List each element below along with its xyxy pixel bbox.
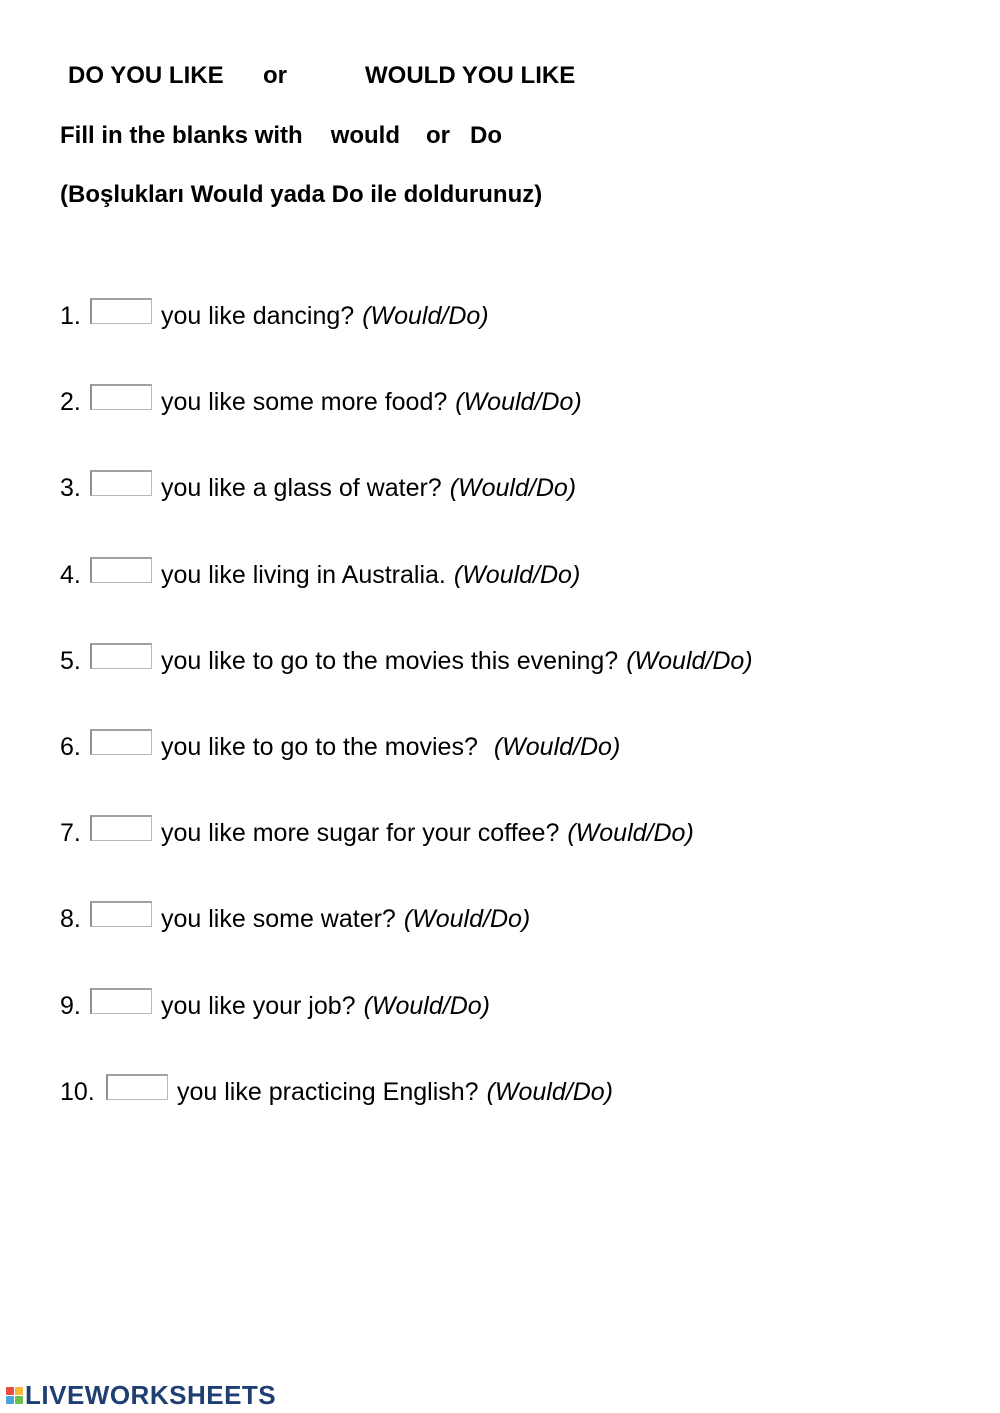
question-hint: (Would/Do)	[567, 819, 694, 847]
question-number: 9.	[60, 992, 81, 1020]
logo-text: LIVEWORKSHEETS	[25, 1379, 277, 1410]
title-do-you-like: DO YOU LIKE	[68, 62, 224, 89]
question-text-line	[161, 474, 576, 503]
question-number: 3.	[60, 474, 81, 502]
worksheet-title	[68, 62, 575, 90]
instructions-turkish: (Boşlukları Would yada Do ile doldurunuz)	[60, 181, 543, 208]
instruction-word-would: would	[330, 122, 401, 149]
question-text-line	[161, 561, 580, 590]
question-hint: (Would/Do)	[486, 1078, 613, 1106]
logo-square-4	[15, 1396, 23, 1404]
question-text: you like some water?	[161, 905, 396, 933]
question-text: you like more sugar for your coffee?	[161, 819, 560, 847]
logo-square-1	[6, 1387, 14, 1395]
question-hint: (Would/Do)	[363, 992, 490, 1020]
logo-square-2	[15, 1387, 23, 1395]
question-text: you like a glass of water?	[161, 474, 442, 502]
question-number: 6.	[60, 733, 81, 761]
instruction-prefix: Fill in the blanks with	[60, 122, 303, 149]
liveworksheets-logo	[6, 1381, 276, 1409]
question-text-line	[161, 733, 620, 762]
answer-input[interactable]	[90, 557, 152, 583]
question-number: 1.	[60, 302, 81, 330]
answer-input[interactable]	[106, 1074, 168, 1100]
logo-square-3	[6, 1396, 14, 1404]
question-hint: (Would/Do)	[449, 474, 577, 502]
question-text-line	[161, 819, 694, 848]
question-number: 5.	[60, 647, 81, 675]
answer-input[interactable]	[90, 470, 152, 496]
question-hint: (Would/Do)	[455, 388, 582, 416]
question-text: you like to go to the movies?	[161, 733, 478, 761]
question-text: you like dancing?	[161, 302, 355, 330]
instruction-connector: or	[426, 122, 451, 149]
question-hint: (Would/Do)	[626, 647, 753, 675]
question-number: 10.	[60, 1078, 95, 1106]
logo-mark-icon	[6, 1387, 23, 1404]
question-hint: (Would/Do)	[403, 905, 531, 933]
question-text-line	[161, 905, 530, 934]
question-number: 2.	[60, 388, 81, 416]
question-text-line	[161, 302, 489, 331]
question-text: you like to go to the movies this evening?	[161, 647, 619, 675]
question-number: 4.	[60, 561, 81, 589]
answer-input[interactable]	[90, 298, 152, 324]
question-text-line	[161, 388, 582, 417]
question-number: 7.	[60, 819, 81, 847]
question-text: you like some more food?	[161, 388, 448, 416]
question-text: you like your job?	[161, 992, 356, 1020]
question-hint: (Would/Do)	[453, 561, 581, 589]
question-number: 8.	[60, 905, 81, 933]
question-text-line	[161, 992, 490, 1021]
answer-input[interactable]	[90, 643, 152, 669]
answer-input[interactable]	[90, 901, 152, 927]
answer-input[interactable]	[90, 815, 152, 841]
question-hint: (Would/Do)	[362, 302, 489, 330]
question-text-line	[177, 1078, 613, 1107]
question-text-line	[161, 647, 753, 676]
instructions	[60, 122, 502, 150]
question-hint: (Would/Do)	[493, 733, 621, 761]
question-text: you like living in Australia.	[161, 561, 446, 589]
instruction-word-do: Do	[470, 122, 503, 149]
answer-input[interactable]	[90, 384, 152, 410]
answer-input[interactable]	[90, 729, 152, 755]
question-text: you like practicing English?	[177, 1078, 479, 1106]
title-would-you-like: WOULD YOU LIKE	[365, 62, 576, 89]
title-or: or	[263, 62, 287, 89]
answer-input[interactable]	[90, 988, 152, 1014]
